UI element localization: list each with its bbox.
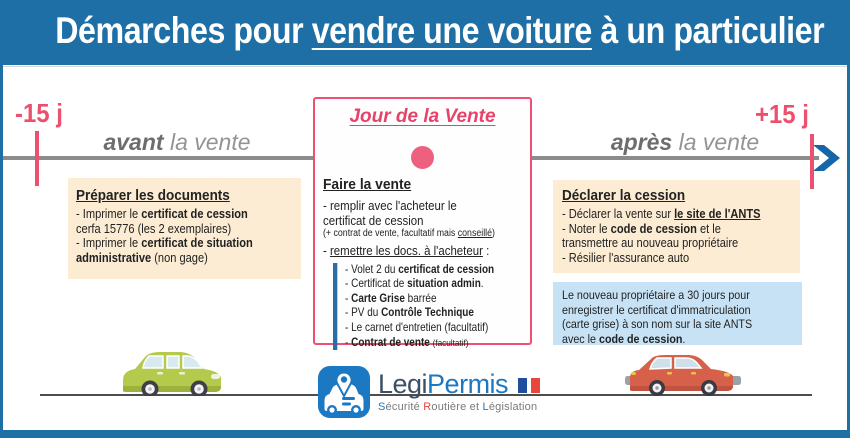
- frame-border-left: [0, 0, 3, 438]
- declare-bullet: - Déclarer la vente sur le site de l'ANTS: [562, 207, 761, 221]
- timeline-tick-minus15: [35, 131, 39, 186]
- doc-item: - Contrat de vente (facultatif): [345, 335, 469, 349]
- sale-day-content: [323, 176, 528, 350]
- phase-before-sale-label: avant la vente: [103, 129, 251, 155]
- phase-after-sale-label: après la vente: [610, 129, 760, 155]
- sale-day-title: Jour de la Vente: [349, 106, 496, 127]
- sale-contract-note: (+ contrat de vente, facultatif mais conseillé): [323, 228, 495, 240]
- doc-item: - Certificat de situation admin.: [345, 277, 484, 291]
- doc-item: - Volet 2 du certificat de cession: [345, 262, 495, 276]
- sale-step-hand-over-docs: - remettre les docs. à l'acheteur :: [323, 242, 490, 258]
- logo-tagline: Sécurité Routière et Législation: [378, 401, 538, 413]
- declare-transfer-heading: Déclarer la cession: [562, 187, 686, 204]
- prepare-documents-box: [68, 178, 301, 279]
- new-owner-notice-text: Le nouveau propriétaire a 30 jours pour enregistrer le certificat d'immatriculation (carte grise) à son nom sur la site ANTS avec le code de cession.: [562, 288, 753, 346]
- new-owner-notice-box: [553, 282, 802, 345]
- doc-item: - Carte Grise barrée: [345, 291, 437, 305]
- prepare-bullet: - Imprimer le certificat de situation administrative (non gage): [76, 236, 253, 266]
- minus-15-days-label: -15 j: [15, 98, 63, 128]
- make-the-sale-heading: Faire la vente: [323, 176, 412, 193]
- declare-bullet: - Résilier l'assurance auto: [562, 251, 690, 266]
- sale-step-fill-certificate: - remplir avec l'acheteur le certificat de cession: [323, 198, 457, 229]
- green-car-icon: [113, 347, 231, 396]
- title-banner: [0, 0, 850, 65]
- prepare-documents-heading: Préparer les documents: [76, 187, 230, 204]
- timeline-tick-plus15: [810, 134, 814, 189]
- declare-bullet: - Noter le code de cession et le transmettre au nouveau propriétaire: [562, 221, 739, 251]
- plus-15-days-label: +15 j: [755, 99, 809, 129]
- declare-transfer-box: [553, 180, 800, 273]
- legipermis-wordmark: LegiPermis: [378, 369, 540, 399]
- legipermis-logo-text: [378, 369, 540, 413]
- doc-item: - PV du Contrôle Technique: [345, 306, 474, 320]
- documents-list: [333, 263, 501, 351]
- legipermis-logo-icon: [318, 366, 370, 418]
- bottom-accent-bar: [0, 430, 850, 438]
- flag-blue-bar: [518, 378, 527, 393]
- doc-item: - Le carnet d'entretien (facultatif): [345, 321, 489, 335]
- sale-day-box: [313, 97, 532, 349]
- red-car-icon: [623, 350, 743, 396]
- page-title: Démarches pour vendre une voiture à un particulier: [55, 10, 825, 51]
- timeline-arrow-icon: [813, 145, 841, 171]
- flag-red-bar: [531, 378, 540, 393]
- prepare-bullet: - Imprimer le certificat de cession cerfa 15776 (les 2 exemplaires): [76, 207, 248, 236]
- banner-separator: [0, 66, 850, 67]
- sale-day-marker-dot: [411, 146, 434, 169]
